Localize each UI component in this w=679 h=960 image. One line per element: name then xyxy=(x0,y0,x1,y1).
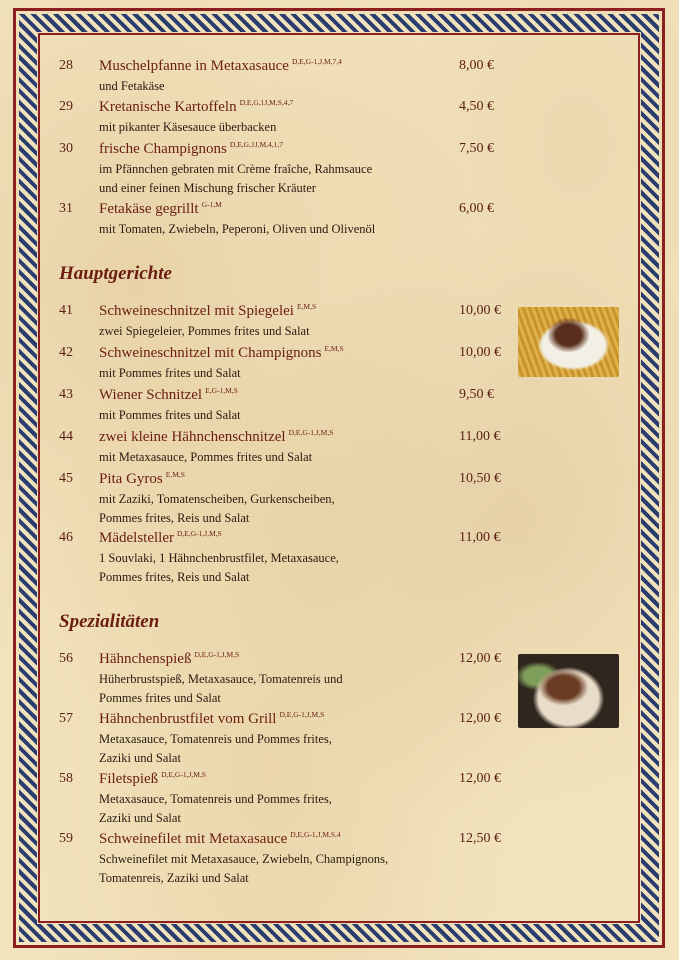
item-name: Schweineschnitzel mit Spiegelei $^{E,M,S}$ xyxy=(99,302,317,319)
item-name: Muschelpfanne in Metaxasauce $^{D,E,G-1,J,M,7,4}$ xyxy=(99,57,342,74)
item-number: 46 xyxy=(59,530,73,545)
item-number: 59 xyxy=(59,831,73,846)
item-price: 10,00 € xyxy=(459,303,501,318)
allergen-codes: G-1,M xyxy=(201,200,222,209)
item-price: 11,00 € xyxy=(459,530,501,545)
item-price: 4,50 € xyxy=(459,99,494,114)
item-number: 28 xyxy=(59,58,73,73)
item-name: Hähnchenbrustfilet vom Grill $^{D,E,G-1,J,M,S}$ xyxy=(99,710,325,727)
item-number: 43 xyxy=(59,387,73,402)
allergen-codes: D,E,G-1,J,M,S xyxy=(161,770,206,779)
item-number: 41 xyxy=(59,303,73,318)
item-description: Schweinefilet mit Metaxasauce, Zwiebeln, Champignons, Tomatenreis, Zaziki und Salat xyxy=(99,852,389,885)
skewer-photo xyxy=(518,654,619,728)
item-name: frische Champignons $^{D,E,G,1J,M,4,1,7}$ xyxy=(99,140,284,157)
item-price: 12,00 € xyxy=(459,711,501,726)
item-name: Pita Gyros $^{E,M,S}$ xyxy=(99,470,185,487)
item-description: Metaxasauce, Tomatenreis und Pommes frites, Zaziki und Salat xyxy=(99,732,332,765)
item-name: Schweinefilet mit Metaxasauce $^{D,E,G-1,J,M,S,4}$ xyxy=(99,830,341,847)
item-name: Hähnchenspieß $^{D,E,G-1,J,M,S}$ xyxy=(99,650,240,667)
item-description: im Pfännchen gebraten mit Crème fraîche, Rahmsauce und einer feinen Mischung frischer Kräuter xyxy=(99,162,373,195)
item-description: mit Tomaten, Zwiebeln, Peperoni, Oliven und Olivenöl xyxy=(99,222,376,236)
allergen-codes: D,E,G,1J,M,4,1,7 xyxy=(229,140,284,149)
allergen-codes: D,E,G,1J,M,S,4,7 xyxy=(239,98,294,107)
item-description: und Fetakäse xyxy=(99,79,165,93)
section-heading-spezialitaeten: Spezialitäten xyxy=(59,611,160,632)
item-price: 8,00 € xyxy=(459,58,494,73)
item-price: 7,50 € xyxy=(459,141,494,156)
item-name: Filetspieß $^{D,E,G-1,J,M,S}$ xyxy=(99,770,206,787)
item-description: Hüherbrustspieß, Metaxasauce, Tomatenreis und Pommes frites und Salat xyxy=(99,672,343,705)
allergen-codes: E,M,S xyxy=(165,470,185,479)
item-price: 6,00 € xyxy=(459,201,494,216)
item-description: mit pikanter Käsesauce überbacken xyxy=(99,120,277,134)
item-description: mit Zaziki, Tomatenscheiben, Gurkenscheiben, Pommes frites, Reis und Salat xyxy=(99,492,335,525)
item-description: 1 Souvlaki, 1 Hähnchenbrustfilet, Metaxasauce, Pommes frites, Reis und Salat xyxy=(99,551,339,584)
allergen-codes: D,E,G-1,J,M,S xyxy=(194,650,240,659)
item-name: Fetakäse gegrillt $^{G-1,M}$ xyxy=(99,200,222,217)
section-heading-hauptgerichte: Hauptgerichte xyxy=(59,263,172,284)
item-description: mit Pommes frites und Salat xyxy=(99,408,241,422)
item-price: 12,00 € xyxy=(459,651,501,666)
allergen-codes: D,E,G-1,J,M,S xyxy=(288,428,334,437)
item-number: 45 xyxy=(59,471,73,486)
item-number: 58 xyxy=(59,771,73,786)
item-price: 12,00 € xyxy=(459,771,501,786)
item-number: 44 xyxy=(59,429,73,444)
item-name: Kretanische Kartoffeln $^{D,E,G,1J,M,S,4,7}$ xyxy=(99,98,294,115)
item-price: 12,50 € xyxy=(459,831,501,846)
item-price: 10,00 € xyxy=(459,345,501,360)
item-number: 31 xyxy=(59,201,73,216)
item-number: 57 xyxy=(59,711,73,726)
item-number: 29 xyxy=(59,99,73,114)
allergen-codes: E,M,S xyxy=(296,302,317,311)
item-description: mit Metaxasauce, Pommes frites und Salat xyxy=(99,450,313,464)
allergen-codes: E,M,S xyxy=(324,344,344,353)
item-name: Schweineschnitzel mit Champignons $^{E,M,S}$ xyxy=(99,344,344,361)
item-price: 11,00 € xyxy=(459,429,501,444)
item-description: mit Pommes frites und Salat xyxy=(99,366,241,380)
item-name: Mädelsteller $^{D,E,G-1,J,M,S}$ xyxy=(99,529,222,546)
allergen-codes: D,E,G-1,J,M,S,4 xyxy=(290,830,341,839)
item-name: zwei kleine Hähnchenschnitzel $^{D,E,G-1,J,M,S}$ xyxy=(99,428,334,445)
item-number: 30 xyxy=(59,141,73,156)
item-price: 9,50 € xyxy=(459,387,494,402)
item-description: Metaxasauce, Tomatenreis und Pommes frites, Zaziki und Salat xyxy=(99,792,332,825)
item-number: 42 xyxy=(59,345,73,360)
item-price: 10,50 € xyxy=(459,471,501,486)
item-description: zwei Spiegeleier, Pommes frites und Salat xyxy=(99,324,310,338)
item-number: 56 xyxy=(59,651,73,666)
item-name: Wiener Schnitzel $^{E,G-1,M,S}$ xyxy=(99,386,238,403)
schnitzel-photo xyxy=(518,307,619,377)
allergen-codes: D,E,G-1,J,M,7,4 xyxy=(291,57,342,66)
allergen-codes: E,G-1,M,S xyxy=(205,386,238,395)
allergen-codes: D,E,G-1,J,M,S xyxy=(176,529,222,538)
allergen-codes: D,E,G-1,J,M,S xyxy=(279,710,325,719)
